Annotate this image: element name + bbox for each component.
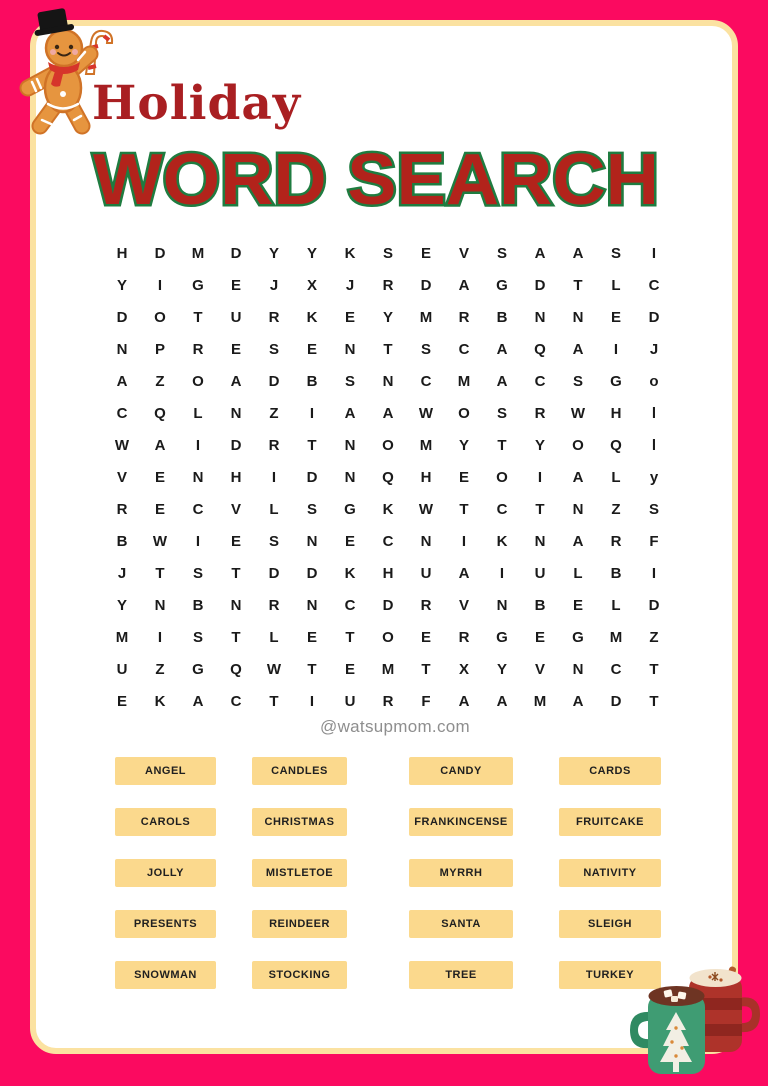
word-list-column-3 xyxy=(409,757,513,989)
grid-letter-r2c14: L xyxy=(611,276,621,294)
grid-letter-r11c9: U xyxy=(420,564,432,582)
word-chip-santa: SANTA xyxy=(409,910,513,938)
grid-letter-r5c4: A xyxy=(230,372,242,390)
grid-letter-r5c10: M xyxy=(457,372,471,390)
grid-letter-r4c13: A xyxy=(572,340,584,358)
grid-letter-r14c6: T xyxy=(307,660,317,678)
grid-letter-r6c7: A xyxy=(344,404,356,422)
grid-letter-r1c8: S xyxy=(382,244,393,262)
grid-letter-r1c15: I xyxy=(651,244,657,262)
grid-letter-r10c15: F xyxy=(649,532,659,550)
word-chip-turkey: TURKEY xyxy=(559,961,661,989)
grid-letter-r7c6: T xyxy=(307,436,317,454)
word-chip-reindeer: REINDEER xyxy=(252,910,347,938)
grid-letter-r12c10: V xyxy=(458,596,469,614)
grid-letter-r12c12: B xyxy=(534,596,546,614)
grid-letter-r7c13: O xyxy=(572,436,584,454)
grid-letter-r6c14: H xyxy=(610,404,622,422)
grid-letter-r1c14: S xyxy=(610,244,621,262)
page-title-script: Holiday xyxy=(92,76,302,131)
grid-letter-r14c12: V xyxy=(534,660,545,678)
grid-letter-r9c15: S xyxy=(648,500,659,518)
grid-letter-r6c10: O xyxy=(458,404,470,422)
grid-letter-r10c13: A xyxy=(572,532,584,550)
grid-letter-r8c9: H xyxy=(420,468,432,486)
grid-letter-r13c6: E xyxy=(306,628,317,646)
grid-letter-r3c4: U xyxy=(230,308,242,326)
grid-letter-r5c14: G xyxy=(610,372,622,390)
grid-letter-r3c3: T xyxy=(193,308,203,326)
grid-letter-r10c9: N xyxy=(420,532,432,550)
grid-letter-r6c4: N xyxy=(230,404,242,422)
grid-letter-r9c14: Z xyxy=(611,500,621,518)
grid-letter-r13c10: R xyxy=(458,628,470,646)
grid-letter-r4c12: Q xyxy=(534,340,546,358)
grid-letter-r14c14: C xyxy=(610,660,622,678)
grid-letter-r10c14: R xyxy=(610,532,622,550)
grid-letter-r2c10: A xyxy=(458,276,470,294)
grid-letter-r3c13: N xyxy=(572,308,584,326)
grid-letter-r15c3: A xyxy=(192,692,204,710)
grid-letter-r7c15: l xyxy=(651,436,657,454)
grid-letter-r3c8: Y xyxy=(382,308,393,326)
grid-letter-r2c11: G xyxy=(496,276,508,294)
grid-letter-r9c13: N xyxy=(572,500,584,518)
grid-letter-r15c10: A xyxy=(458,692,470,710)
grid-letter-r9c3: C xyxy=(192,500,204,518)
grid-letter-r9c8: K xyxy=(382,500,394,518)
grid-letter-r11c2: T xyxy=(155,564,165,582)
grid-letter-r10c12: N xyxy=(534,532,546,550)
grid-letter-r8c3: N xyxy=(192,468,204,486)
grid-letter-r4c5: S xyxy=(268,340,279,358)
letter-grid xyxy=(103,237,673,717)
grid-letter-r11c4: T xyxy=(231,564,241,582)
grid-letter-r5c15: o xyxy=(649,372,659,390)
grid-letter-r2c3: G xyxy=(192,276,204,294)
grid-letter-r10c7: E xyxy=(344,532,355,550)
grid-letter-r14c13: N xyxy=(572,660,584,678)
grid-letter-r3c9: M xyxy=(419,308,433,326)
grid-letter-r13c3: S xyxy=(192,628,203,646)
grid-letter-r6c3: L xyxy=(193,404,203,422)
grid-letter-r8c14: L xyxy=(611,468,621,486)
grid-letter-r7c1: W xyxy=(114,436,130,454)
grid-letter-r10c6: N xyxy=(306,532,318,550)
grid-letter-r1c11: S xyxy=(496,244,507,262)
grid-letter-r14c2: Z xyxy=(155,660,165,678)
grid-letter-r1c1: H xyxy=(116,244,128,262)
grid-letter-r15c9: F xyxy=(421,692,431,710)
grid-letter-r14c7: E xyxy=(344,660,355,678)
grid-letter-r1c2: D xyxy=(154,244,166,262)
grid-letter-r4c4: E xyxy=(230,340,241,358)
grid-letter-r3c15: D xyxy=(648,308,660,326)
grid-letter-r4c15: J xyxy=(649,340,659,358)
grid-letter-r13c9: E xyxy=(420,628,431,646)
main-title-text: WORD SEARCH xyxy=(93,140,659,220)
grid-letter-r8c1: V xyxy=(116,468,127,486)
grid-letter-r2c2: I xyxy=(157,276,163,294)
grid-letter-r10c2: W xyxy=(152,532,168,550)
grid-letter-r11c1: J xyxy=(117,564,127,582)
grid-letter-r15c8: R xyxy=(382,692,394,710)
grid-letter-r10c4: E xyxy=(230,532,241,550)
grid-letter-r14c15: T xyxy=(649,660,659,678)
green-mug-icon xyxy=(630,986,705,1074)
word-chip-cards: CARDS xyxy=(559,757,661,785)
word-chip-fruitcake: FRUITCAKE xyxy=(559,808,661,836)
grid-letter-r15c6: I xyxy=(309,692,315,710)
word-chip-christmas: CHRISTMAS xyxy=(252,808,347,836)
grid-letter-r3c11: B xyxy=(496,308,508,326)
grid-letter-r14c1: U xyxy=(116,660,128,678)
grid-letter-r15c12: M xyxy=(533,692,547,710)
grid-letter-r5c2: Z xyxy=(155,372,165,390)
word-chip-candles: CANDLES xyxy=(252,757,347,785)
grid-letter-r1c7: K xyxy=(344,244,356,262)
grid-letter-r8c6: D xyxy=(306,468,318,486)
grid-letter-r7c3: I xyxy=(195,436,201,454)
grid-letter-r6c11: S xyxy=(496,404,507,422)
grid-letter-r11c7: K xyxy=(344,564,356,582)
grid-letter-r3c7: E xyxy=(344,308,355,326)
grid-letter-r3c2: O xyxy=(154,308,166,326)
grid-letter-r8c8: Q xyxy=(382,468,394,486)
grid-letter-r4c2: P xyxy=(154,340,165,358)
word-chip-presents: PRESENTS xyxy=(115,910,216,938)
grid-letter-r6c5: Z xyxy=(269,404,279,422)
grid-letter-r11c14: B xyxy=(610,564,622,582)
grid-letter-r4c11: A xyxy=(496,340,508,358)
grid-letter-r13c14: M xyxy=(609,628,623,646)
word-list-column-2 xyxy=(252,757,347,989)
word-chip-stocking: STOCKING xyxy=(252,961,347,989)
grid-letter-r8c5: I xyxy=(271,468,277,486)
grid-letter-r11c11: I xyxy=(499,564,505,582)
word-list-column-1 xyxy=(115,757,216,989)
grid-letter-r12c7: C xyxy=(344,596,356,614)
grid-letter-r13c11: G xyxy=(496,628,508,646)
grid-letter-r2c9: D xyxy=(420,276,432,294)
grid-letter-r7c2: A xyxy=(154,436,166,454)
grid-letter-r3c6: K xyxy=(306,308,318,326)
grid-letter-r6c1: C xyxy=(116,404,128,422)
grid-letter-r13c7: T xyxy=(345,628,355,646)
grid-letter-r6c9: W xyxy=(418,404,434,422)
grid-letter-r2c5: J xyxy=(269,276,279,294)
grid-letter-r1c6: Y xyxy=(306,244,317,262)
grid-letter-r12c1: Y xyxy=(116,596,127,614)
grid-letter-r4c1: N xyxy=(116,340,128,358)
grid-letter-r12c9: R xyxy=(420,596,432,614)
grid-letter-r11c10: A xyxy=(458,564,470,582)
grid-letter-r4c10: C xyxy=(458,340,470,358)
grid-letter-r8c7: N xyxy=(344,468,356,486)
grid-letter-r1c12: A xyxy=(534,244,546,262)
grid-letter-r2c13: T xyxy=(573,276,583,294)
grid-letter-r2c12: D xyxy=(534,276,546,294)
grid-letter-r5c3: O xyxy=(192,372,204,390)
grid-letter-r12c11: N xyxy=(496,596,508,614)
grid-letter-r12c8: D xyxy=(382,596,394,614)
grid-letter-r5c13: S xyxy=(572,372,583,390)
grid-letter-r10c3: I xyxy=(195,532,201,550)
grid-letter-r1c5: Y xyxy=(268,244,279,262)
grid-letter-r15c13: A xyxy=(572,692,584,710)
word-chip-snowman: SNOWMAN xyxy=(115,961,216,989)
grid-letter-r14c8: M xyxy=(381,660,395,678)
grid-letter-r15c2: K xyxy=(154,692,166,710)
grid-letter-r6c8: A xyxy=(382,404,394,422)
watermark: @watsupmom.com xyxy=(320,717,470,736)
grid-letter-r7c14: Q xyxy=(610,436,622,454)
grid-letter-r4c14: I xyxy=(613,340,619,358)
grid-letter-r14c11: Y xyxy=(496,660,507,678)
grid-letter-r15c4: C xyxy=(230,692,242,710)
grid-letter-r4c6: E xyxy=(306,340,317,358)
grid-letter-r2c8: R xyxy=(382,276,394,294)
grid-letter-r10c8: C xyxy=(382,532,394,550)
grid-letter-r13c5: L xyxy=(269,628,279,646)
grid-letter-r11c13: L xyxy=(573,564,583,582)
grid-letter-r9c7: G xyxy=(344,500,356,518)
grid-letter-r2c4: E xyxy=(230,276,241,294)
grid-letter-r15c14: D xyxy=(610,692,622,710)
word-chip-sleigh: SLEIGH xyxy=(559,910,661,938)
grid-letter-r13c4: T xyxy=(231,628,241,646)
grid-letter-r15c11: A xyxy=(496,692,508,710)
grid-letter-r10c5: S xyxy=(268,532,279,550)
grid-letter-r4c9: S xyxy=(420,340,431,358)
grid-letter-r9c9: W xyxy=(418,500,434,518)
grid-letter-r8c2: E xyxy=(154,468,165,486)
grid-letter-r3c5: R xyxy=(268,308,280,326)
grid-letter-r13c12: E xyxy=(534,628,545,646)
grid-letter-r14c9: T xyxy=(421,660,431,678)
gingerbread-man-icon xyxy=(12,8,116,140)
grid-letter-r12c13: E xyxy=(572,596,583,614)
word-chip-carols: CAROLS xyxy=(115,808,216,836)
grid-letter-r11c3: S xyxy=(192,564,203,582)
grid-letter-r8c12: I xyxy=(537,468,543,486)
grid-letter-r4c3: R xyxy=(192,340,204,358)
grid-letter-r4c7: N xyxy=(344,340,356,358)
grid-letter-r2c7: J xyxy=(345,276,355,294)
grid-letter-r10c1: B xyxy=(116,532,128,550)
grid-letter-r9c11: C xyxy=(496,500,508,518)
word-chip-tree: TREE xyxy=(409,961,513,989)
grid-letter-r5c5: D xyxy=(268,372,280,390)
grid-letter-r8c11: O xyxy=(496,468,508,486)
grid-letter-r9c4: V xyxy=(230,500,241,518)
grid-letter-r15c7: U xyxy=(344,692,356,710)
grid-letter-r7c7: N xyxy=(344,436,356,454)
grid-letter-r2c6: X xyxy=(306,276,317,294)
grid-letter-r14c3: G xyxy=(192,660,204,678)
grid-letter-r1c4: D xyxy=(230,244,242,262)
grid-letter-r1c9: E xyxy=(420,244,431,262)
grid-letter-r4c8: T xyxy=(383,340,393,358)
grid-letter-r14c4: Q xyxy=(230,660,242,678)
grid-letter-r12c2: N xyxy=(154,596,166,614)
grid-letter-r10c10: I xyxy=(461,532,467,550)
grid-letter-r9c10: T xyxy=(459,500,469,518)
grid-letter-r9c6: S xyxy=(306,500,317,518)
grid-letter-r11c5: D xyxy=(268,564,280,582)
grid-letter-r13c8: O xyxy=(382,628,394,646)
grid-letter-r2c1: Y xyxy=(116,276,127,294)
page-title-main xyxy=(86,138,666,222)
grid-letter-r12c15: D xyxy=(648,596,660,614)
grid-letter-r12c14: L xyxy=(611,596,621,614)
grid-letter-r5c8: N xyxy=(382,372,394,390)
grid-letter-r6c6: I xyxy=(309,404,315,422)
grid-letter-r5c9: C xyxy=(420,372,432,390)
word-chip-jolly: JOLLY xyxy=(115,859,216,887)
grid-letter-r3c10: R xyxy=(458,308,470,326)
grid-letter-r2c15: C xyxy=(648,276,660,294)
grid-letter-r12c6: N xyxy=(306,596,318,614)
grid-letter-r15c5: T xyxy=(269,692,279,710)
grid-letter-r5c7: S xyxy=(344,372,355,390)
word-chip-mistletoe: MISTLETOE xyxy=(252,859,347,887)
grid-letter-r13c13: G xyxy=(572,628,584,646)
grid-letter-r5c1: A xyxy=(116,372,128,390)
grid-letter-r9c1: R xyxy=(116,500,128,518)
grid-letter-r8c15: y xyxy=(649,468,659,486)
cocoa-mugs-icon xyxy=(626,950,768,1086)
grid-letter-r7c10: Y xyxy=(458,436,469,454)
grid-letter-r6c13: W xyxy=(570,404,586,422)
grid-letter-r7c5: R xyxy=(268,436,280,454)
grid-letter-r13c1: M xyxy=(115,628,129,646)
grid-letter-r15c1: E xyxy=(116,692,127,710)
grid-letter-r7c9: M xyxy=(419,436,433,454)
grid-letter-r6c12: R xyxy=(534,404,546,422)
grid-letter-r7c12: Y xyxy=(534,436,545,454)
word-chip-myrrh: MYRRH xyxy=(409,859,513,887)
grid-letter-r9c2: E xyxy=(154,500,165,518)
grid-letter-r1c13: A xyxy=(572,244,584,262)
grid-letter-r3c12: N xyxy=(534,308,546,326)
grid-letter-r3c1: D xyxy=(116,308,128,326)
grid-letter-r1c3: M xyxy=(191,244,205,262)
grid-letter-r8c13: A xyxy=(572,468,584,486)
grid-letter-r14c10: X xyxy=(458,660,469,678)
grid-letter-r13c2: I xyxy=(157,628,163,646)
grid-letter-r9c5: L xyxy=(269,500,279,518)
grid-letter-r8c10: E xyxy=(458,468,469,486)
word-chip-angel: ANGEL xyxy=(115,757,216,785)
grid-letter-r11c12: U xyxy=(534,564,546,582)
grid-letter-r7c4: D xyxy=(230,436,242,454)
grid-letter-r7c8: O xyxy=(382,436,394,454)
word-chip-nativity: NATIVITY xyxy=(559,859,661,887)
grid-letter-r1c10: V xyxy=(458,244,469,262)
grid-letter-r11c6: D xyxy=(306,564,318,582)
grid-letter-r11c15: I xyxy=(651,564,657,582)
grid-letter-r5c11: A xyxy=(496,372,508,390)
grid-letter-r11c8: H xyxy=(382,564,394,582)
grid-letter-r6c15: l xyxy=(651,404,657,422)
word-chip-candy: CANDY xyxy=(409,757,513,785)
grid-letter-r12c5: R xyxy=(268,596,280,614)
grid-letter-r9c12: T xyxy=(535,500,545,518)
word-chip-frankincense: FRANKINCENSE xyxy=(409,808,513,836)
grid-letter-r6c2: Q xyxy=(154,404,166,422)
grid-letter-r12c3: B xyxy=(192,596,204,614)
grid-letter-r3c14: E xyxy=(610,308,621,326)
grid-letter-r5c6: B xyxy=(306,372,318,390)
grid-letter-r12c4: N xyxy=(230,596,242,614)
grid-letter-r7c11: T xyxy=(497,436,507,454)
grid-letter-r13c15: Z xyxy=(649,628,659,646)
grid-letter-r8c4: H xyxy=(230,468,242,486)
grid-letter-r5c12: C xyxy=(534,372,546,390)
grid-letter-r14c5: W xyxy=(266,660,282,678)
grid-letter-r10c11: K xyxy=(496,532,508,550)
grid-letter-r15c15: T xyxy=(649,692,659,710)
